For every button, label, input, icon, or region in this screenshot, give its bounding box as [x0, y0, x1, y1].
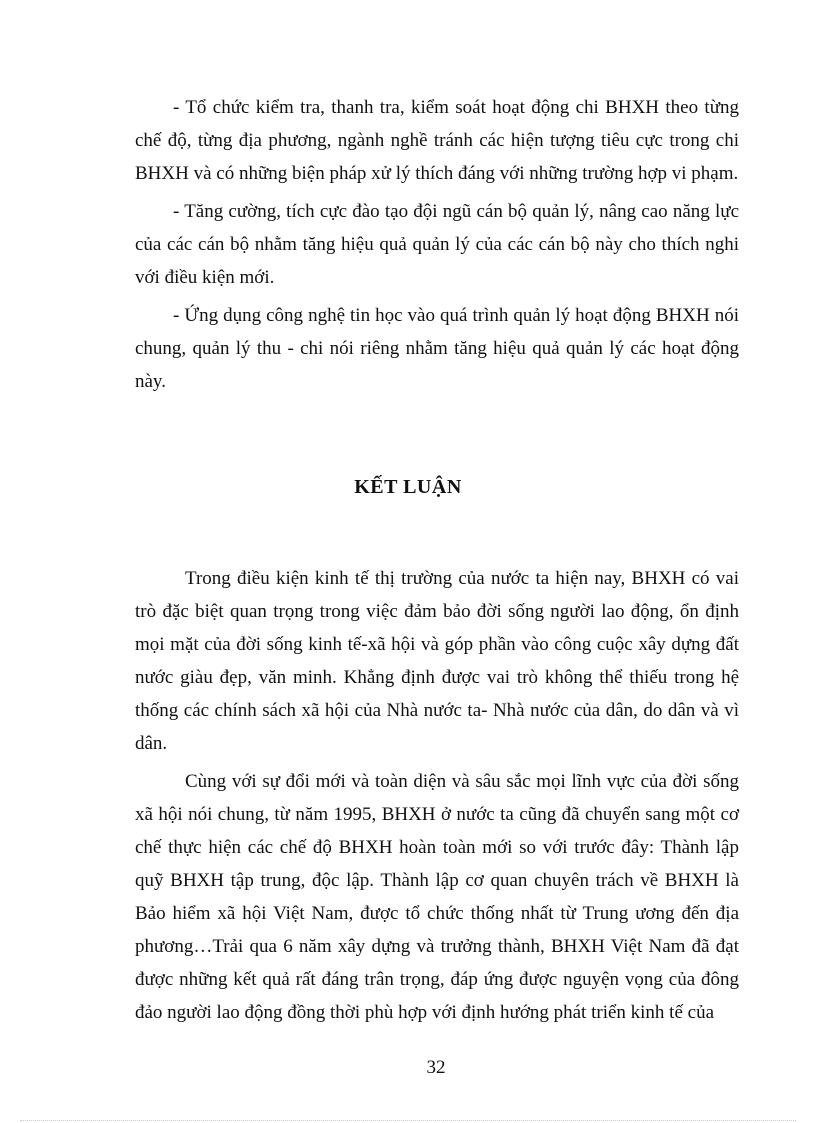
paragraph-role-of-bhxh: Trong điều kiện kinh tế thị trường của nước ta hiện nay, BHXH có vai trò đặc biệt quan trọng trong việc đảm bảo đời sống người lao động, ổn định mọi mặt của đời sống kinh tế-xã hội và góp phần vào công cuộc xây dựng đất nước giàu đẹp, văn minh. Khẳng định được vai trò không thể thiếu trong hệ thống các chính sách xã hội của Nhà nước ta- Nhà nước của dân, do dân và vì dân. [135, 568, 739, 754]
bullet-it-application: - Ứng dụng công nghệ tin học vào quá trình quản lý hoạt động BHXH nói chung, quản lý thu - chi nói riêng nhằm tăng hiệu quả quản lý các hoạt động này. [135, 305, 739, 392]
bullet-inspection: - Tổ chức kiểm tra, thanh tra, kiểm soát hoạt động chi BHXH theo từng chế độ, từng địa phương, ngành nghề tránh các hiện tượng tiêu cực trong chi BHXH và có những biện pháp xử lý thích đáng với những trường hợp vi phạm. [135, 97, 739, 184]
paragraph-reform: Cùng với sự đổi mới và toàn diện và sâu sắc mọi lĩnh vực của đời sống xã hội nói chung, từ năm 1995, BHXH ở nước ta cũng đã chuyển sang một cơ chế thực hiện các chế độ BHXH hoàn toàn mới so với trước đây: Thành lập quỹ BHXH tập trung, độc lập. Thành lập cơ quan chuyên trách về BHXH là Bảo hiểm xã hội Việt Nam, được tổ chức thống nhất từ Trung ương đến địa phương…Trải qua 6 năm xây dựng và trưởng thành, BHXH Việt Nam đã đạt được những kết quả rất đáng trân trọng, đáp ứng được nguyện vọng của đông đảo người lao động đồng thời phù hợp với định hướng phát triển kinh tế của [135, 771, 739, 1023]
conclusion-body [135, 562, 739, 1034]
recommendation-list [135, 91, 739, 403]
bullet-training: - Tăng cường, tích cực đào tạo đội ngũ cán bộ quản lý, nâng cao năng lực của các cán bộ nhằm tăng hiệu quả quản lý của các cán bộ này cho thích nghi với điều kiện mới. [135, 201, 739, 288]
conclusion-heading: KẾT LUẬN [354, 476, 462, 498]
page-bottom-divider [20, 1120, 796, 1121]
page-number: 32 [426, 1057, 446, 1078]
